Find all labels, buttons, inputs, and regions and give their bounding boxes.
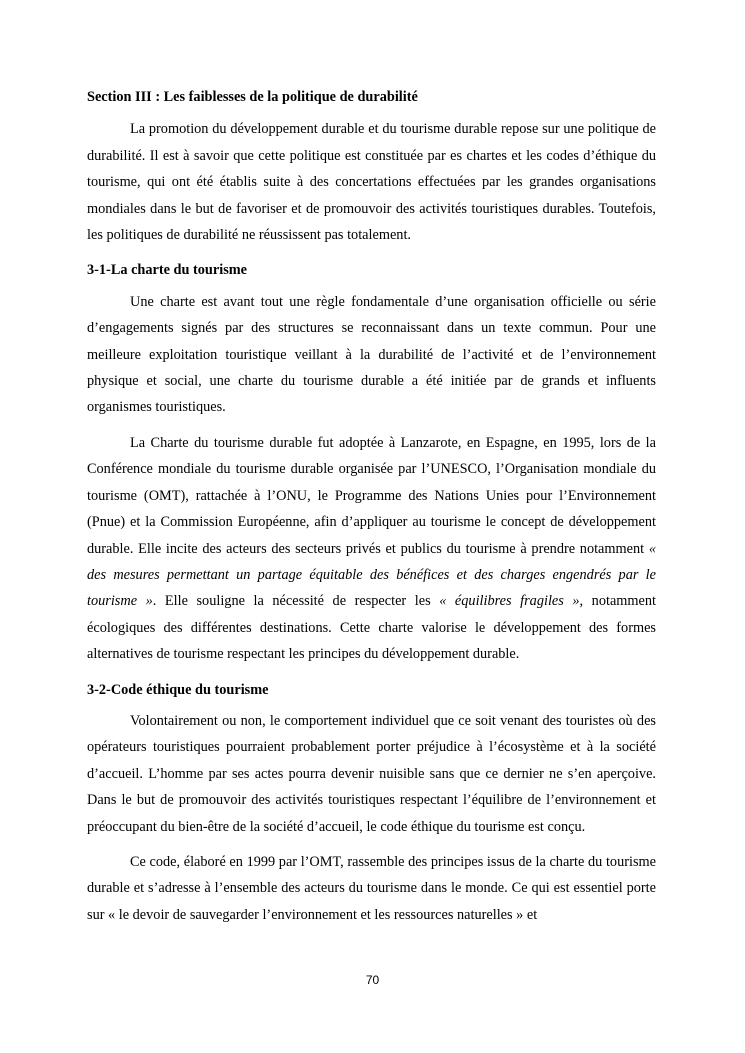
subsection-title-code: 3-2-Code éthique du tourisme — [87, 681, 269, 698]
charte-p2-text-a: La Charte du tourisme durable fut adoptée à Lanzarote, en Espagne, en 1995, lors de la Conférence mondiale du tourisme durable organisée par l’UNESCO, l’Organisation mondiale du tourisme (OMT), rattachée à l’ONU, le Programme des Nations Unies pour l’Environnement (Pnue) et la Commission Européenne, afin d’appliquer au tourisme le concept de développement durable. Elle incite des acteurs des secteurs privés et publics du tourisme à prendre notamment — [87, 434, 656, 557]
charte-p2-text-b: . Elle souligne la nécessité de respecter les — [152, 593, 431, 610]
document-page-body — [87, 84, 656, 928]
charte-paragraph-1: Une charte est avant tout une règle fondamentale d’une organisation officielle ou série d’engagements signés par des structures se reconnaissant dans un texte commun. Pour une meilleure exploitation touristique veillant à la durabilité de l’activité et de l’environnement physique et social, une charte du tourisme durable a été initiée par de grands et influents organismes touristiques. — [87, 293, 656, 416]
charte-p2-quote-1: « des mesures permettant un partage équitable des bénéfices et des charges engendrés par le tourisme » — [87, 540, 656, 610]
section-title: Section III : Les faiblesses de la politique de durabilité — [87, 89, 418, 105]
intro-paragraph: La promotion du développement durable et du tourisme durable repose sur une politique de durabilité. Il est à savoir que cette politique est constituée par es chartes et les codes d’éthique du tourisme, qui ont été établis suite à des concertations effectuées par les grandes organisations mondiales dans le but de favoriser et de promouvoir des activités touristiques durables. Toutefois, les politiques de durabilité ne réussissent pas totalement. — [87, 121, 656, 244]
charte-p2-text-c: , notamment écologiques des différentes destinations. Cette charte valorise le développement des formes alternatives de tourisme respectant les principes du développement durable. — [87, 593, 657, 663]
charte-p2-quote-2: « équilibres fragiles » — [439, 593, 580, 610]
charte-paragraph-2 — [87, 430, 656, 668]
subsection-title-charte: 3-1-La charte du tourisme — [87, 262, 248, 279]
page-number: 70 — [365, 973, 380, 987]
code-paragraph-1: Volontairement ou non, le comportement individuel que ce soit venant des touristes où des opérateurs touristiques pourraient probablement porter préjudice à l’écosystème et à la société d’accueil. L’homme par ses actes pourra devenir nuisible sans que ce dernier ne s’en aperçoive. Dans le but de promouvoir des activités touristiques respectant l’équilibre de l’environnement et préoccupant du bien-être de la société d’accueil, le code éthique du tourisme est conçu. — [87, 712, 656, 835]
code-paragraph-2: Ce code, élaboré en 1999 par l’OMT, rassemble des principes issus de la charte du tourisme durable et s’adresse à l’ensemble des acteurs du tourisme dans le monde. Ce qui est essentiel porte sur « le devoir de sauvegarder l’environnement et les ressources naturelles » et — [87, 853, 656, 923]
